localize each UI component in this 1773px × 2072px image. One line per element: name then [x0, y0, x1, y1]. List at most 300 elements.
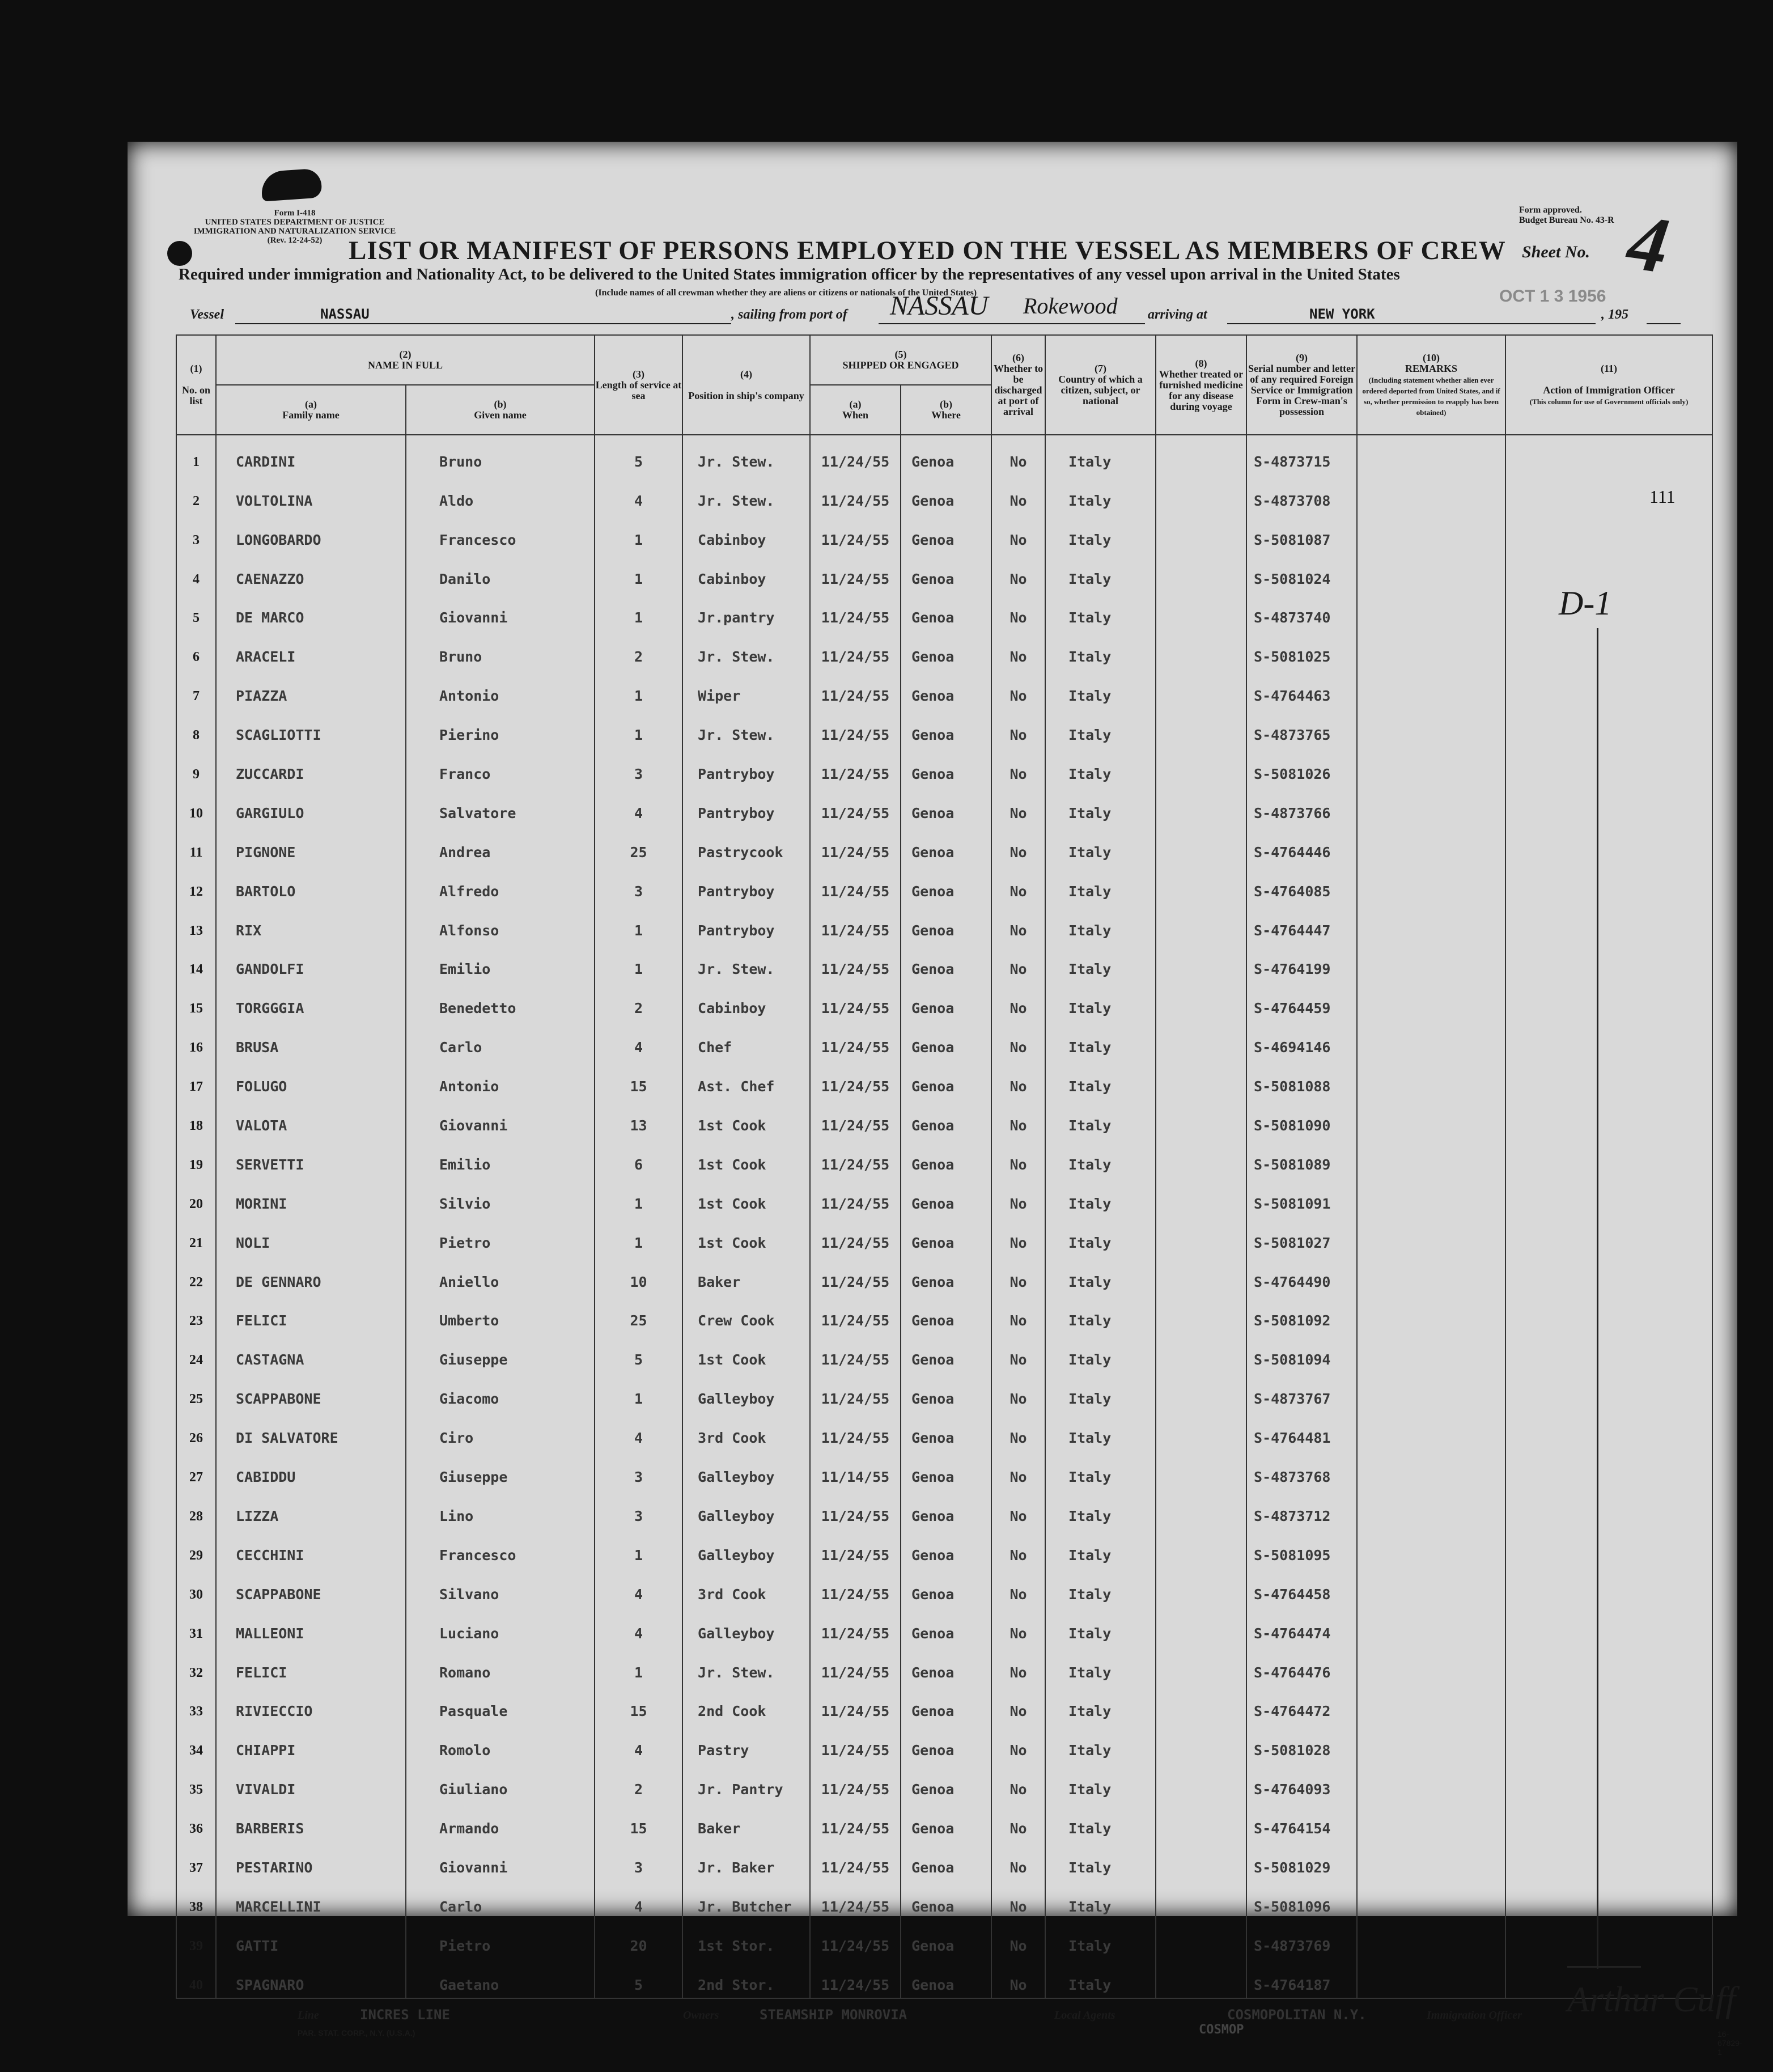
table-row	[176, 904, 1712, 943]
cell-country: Italy	[1045, 1295, 1156, 1334]
cell-country: Italy	[1045, 670, 1156, 709]
cell-remarks	[1357, 1607, 1505, 1646]
cell-position: Ast. Chef	[682, 1060, 810, 1099]
table-row	[176, 630, 1712, 670]
form-approved: Form approved.	[1519, 205, 1582, 215]
cell-shipped-when: 11/24/55	[810, 1372, 901, 1412]
cell-medicine	[1156, 1920, 1246, 1959]
table-row	[176, 1802, 1712, 1841]
cell-discharged: No	[991, 1295, 1045, 1334]
cell-country: Italy	[1045, 826, 1156, 865]
date-stamp: OCT 1 3 1956	[1499, 287, 1606, 306]
cell-country: Italy	[1045, 865, 1156, 904]
col-position-header: (4) Position in ship's company	[682, 335, 810, 435]
col-shipped-header: (5) SHIPPED OR ENGAGED	[810, 335, 991, 385]
col-serial-header: (9) Serial number and letter of any required Foreign Service or Immigration Form in Crew-man's possession	[1246, 335, 1357, 435]
cell-medicine	[1156, 1685, 1246, 1724]
cell-serial-number: S-4873769	[1246, 1920, 1357, 1959]
cell-discharged: No	[991, 943, 1045, 982]
cell-row-number: 16	[176, 1021, 216, 1060]
cell-discharged: No	[991, 1177, 1045, 1217]
cell-row-number: 10	[176, 787, 216, 826]
cell-shipped-when: 11/24/55	[810, 1295, 901, 1334]
cell-medicine	[1156, 1333, 1246, 1372]
cell-service-length: 1	[595, 553, 682, 592]
cell-given-name: Carlo	[406, 1021, 595, 1060]
cell-row-number: 30	[176, 1568, 216, 1607]
cell-discharged: No	[991, 1372, 1045, 1412]
cell-action	[1505, 630, 1712, 670]
port-name: NASSAU	[890, 291, 989, 321]
cell-service-length: 15	[595, 1802, 682, 1841]
cell-shipped-when: 11/24/55	[810, 1880, 901, 1920]
cell-remarks	[1357, 1841, 1505, 1880]
cell-medicine	[1156, 1568, 1246, 1607]
cell-row-number: 22	[176, 1256, 216, 1295]
cell-discharged: No	[991, 1920, 1045, 1959]
cell-service-length: 3	[595, 1451, 682, 1490]
cell-serial-number: S-4764481	[1246, 1412, 1357, 1451]
cell-family-name: CAENAZZO	[216, 553, 406, 592]
table-row	[176, 1763, 1712, 1802]
cell-remarks	[1357, 1880, 1505, 1920]
cell-action	[1505, 1880, 1712, 1920]
cell-remarks	[1357, 943, 1505, 982]
cell-discharged: No	[991, 865, 1045, 904]
cell-row-number: 24	[176, 1333, 216, 1372]
cell-given-name: Antonio	[406, 1060, 595, 1099]
cell-remarks	[1357, 630, 1505, 670]
cell-serial-number: S-4764199	[1246, 943, 1357, 982]
cell-country: Italy	[1045, 1724, 1156, 1763]
cell-shipped-when: 11/24/55	[810, 1021, 901, 1060]
cell-country: Italy	[1045, 1412, 1156, 1451]
cell-action	[1505, 1685, 1712, 1724]
cell-action	[1505, 1217, 1712, 1256]
cell-position: Jr. Stew.	[682, 630, 810, 670]
cell-row-number: 6	[176, 630, 216, 670]
cell-position: 2nd Cook	[682, 1685, 810, 1724]
cell-action	[1505, 670, 1712, 709]
cell-remarks	[1357, 904, 1505, 943]
cell-action	[1505, 1372, 1712, 1412]
cell-action	[1505, 1138, 1712, 1177]
cell-given-name: Emilio	[406, 1138, 595, 1177]
cell-row-number: 37	[176, 1841, 216, 1880]
cell-action	[1505, 1333, 1712, 1372]
sailing-label: , sailing from port of	[731, 307, 847, 322]
cell-given-name: Armando	[406, 1802, 595, 1841]
cell-serial-number: S-5081095	[1246, 1529, 1357, 1568]
cell-row-number: 40	[176, 1959, 216, 1998]
cell-medicine	[1156, 1099, 1246, 1138]
cell-position: 1st Cook	[682, 1177, 810, 1217]
cell-medicine	[1156, 865, 1246, 904]
cell-serial-number: S-5081029	[1246, 1841, 1357, 1880]
col-given-header: (b) Given name	[406, 385, 595, 435]
cell-medicine	[1156, 670, 1246, 709]
cell-discharged: No	[991, 514, 1045, 553]
cell-row-number: 13	[176, 904, 216, 943]
cell-family-name: FELICI	[216, 1646, 406, 1685]
cell-position: Pastry	[682, 1724, 810, 1763]
cell-row-number: 15	[176, 982, 216, 1021]
cell-country: Italy	[1045, 748, 1156, 787]
cell-medicine	[1156, 1138, 1246, 1177]
cell-action	[1505, 1021, 1712, 1060]
cell-remarks	[1357, 592, 1505, 631]
cell-serial-number: S-5081094	[1246, 1333, 1357, 1372]
cell-medicine	[1156, 709, 1246, 748]
cell-position: Galleyboy	[682, 1372, 810, 1412]
cell-position: Cabinboy	[682, 514, 810, 553]
cell-serial-number: S-4764458	[1246, 1568, 1357, 1607]
cell-position: Jr. Stew.	[682, 474, 810, 514]
cell-remarks	[1357, 982, 1505, 1021]
line-label: Line	[298, 2009, 319, 2022]
cell-remarks	[1357, 1295, 1505, 1334]
table-row	[176, 553, 1712, 592]
cell-family-name: SERVETTI	[216, 1138, 406, 1177]
cell-medicine	[1156, 1880, 1246, 1920]
cell-remarks	[1357, 1959, 1505, 1998]
cell-given-name: Giovanni	[406, 1099, 595, 1138]
cell-row-number: 32	[176, 1646, 216, 1685]
cell-discharged: No	[991, 1217, 1045, 1256]
cell-remarks	[1357, 670, 1505, 709]
cell-discharged: No	[991, 1724, 1045, 1763]
cell-given-name: Giuliano	[406, 1763, 595, 1802]
cell-given-name: Pietro	[406, 1217, 595, 1256]
table-row	[176, 1607, 1712, 1646]
cell-service-length: 1	[595, 943, 682, 982]
cell-shipped-where: Genoa	[901, 1138, 991, 1177]
cell-service-length: 6	[595, 1138, 682, 1177]
table-row	[176, 1295, 1712, 1334]
cell-family-name: ARACELI	[216, 630, 406, 670]
cell-discharged: No	[991, 1138, 1045, 1177]
cell-country: Italy	[1045, 1217, 1156, 1256]
form-approved-block	[1519, 205, 1614, 226]
cell-action	[1505, 1177, 1712, 1217]
cell-medicine	[1156, 1959, 1246, 1998]
cell-medicine	[1156, 904, 1246, 943]
cell-shipped-where: Genoa	[901, 1060, 991, 1099]
cell-shipped-when: 11/24/55	[810, 787, 901, 826]
cell-discharged: No	[991, 904, 1045, 943]
cell-given-name: Pasquale	[406, 1685, 595, 1724]
table-row	[176, 1529, 1712, 1568]
cell-family-name: GATTI	[216, 1920, 406, 1959]
cell-position: Pantryboy	[682, 865, 810, 904]
cell-service-length: 15	[595, 1060, 682, 1099]
cell-remarks	[1357, 1490, 1505, 1529]
cell-discharged: No	[991, 1451, 1045, 1490]
cell-shipped-when: 11/24/55	[810, 1802, 901, 1841]
crew-table	[176, 334, 1713, 1999]
cell-action	[1505, 787, 1712, 826]
cell-remarks	[1357, 435, 1505, 474]
cell-given-name: Bruno	[406, 630, 595, 670]
cell-shipped-where: Genoa	[901, 630, 991, 670]
cell-discharged: No	[991, 1529, 1045, 1568]
table-row	[176, 1099, 1712, 1138]
cell-serial-number: S-5081088	[1246, 1060, 1357, 1099]
cell-medicine	[1156, 1841, 1246, 1880]
table-row	[176, 1256, 1712, 1295]
cell-row-number: 31	[176, 1607, 216, 1646]
cell-row-number: 34	[176, 1724, 216, 1763]
cell-medicine	[1156, 1607, 1246, 1646]
cell-shipped-when: 11/24/55	[810, 1763, 901, 1802]
cell-given-name: Franco	[406, 748, 595, 787]
cell-shipped-when: 11/24/55	[810, 1529, 901, 1568]
cell-family-name: BRUSA	[216, 1021, 406, 1060]
cell-position: 1st Cook	[682, 1333, 810, 1372]
table-row	[176, 1920, 1712, 1959]
cell-country: Italy	[1045, 1099, 1156, 1138]
cell-remarks	[1357, 1763, 1505, 1802]
agents-label: Local Agents	[1054, 2009, 1115, 2022]
cell-medicine	[1156, 592, 1246, 631]
cell-action	[1505, 1256, 1712, 1295]
cell-shipped-when: 11/24/55	[810, 826, 901, 865]
cell-shipped-where: Genoa	[901, 1372, 991, 1412]
cell-serial-number: S-5081025	[1246, 630, 1357, 670]
cell-shipped-where: Genoa	[901, 787, 991, 826]
cell-medicine	[1156, 553, 1246, 592]
cell-given-name: Aldo	[406, 474, 595, 514]
cell-family-name: DE MARCO	[216, 592, 406, 631]
cell-shipped-where: Genoa	[901, 1490, 991, 1529]
cell-position: Jr. Butcher	[682, 1880, 810, 1920]
cell-serial-number: S-4764154	[1246, 1802, 1357, 1841]
cell-position: 3rd Cook	[682, 1568, 810, 1607]
cell-action	[1505, 1451, 1712, 1490]
table-row	[176, 1568, 1712, 1607]
cell-country: Italy	[1045, 514, 1156, 553]
col-name-header: (2) NAME IN FULL	[216, 335, 595, 385]
cell-shipped-when: 11/24/55	[810, 748, 901, 787]
cell-given-name: Giovanni	[406, 1841, 595, 1880]
cell-serial-number: S-4873767	[1246, 1372, 1357, 1412]
cell-given-name: Emilio	[406, 943, 595, 982]
col-where-header: (b) Where	[901, 385, 991, 435]
cell-position: Galleyboy	[682, 1451, 810, 1490]
cell-shipped-when: 11/24/55	[810, 1724, 901, 1763]
table-row	[176, 982, 1712, 1021]
cell-action	[1505, 1060, 1712, 1099]
cell-row-number: 29	[176, 1529, 216, 1568]
col-remarks-header: (10) REMARKS (Including statement whether alien ever ordered deported from United States, and if so, whether permission to reapply has been obtained)	[1357, 335, 1505, 435]
cell-discharged: No	[991, 435, 1045, 474]
cell-remarks	[1357, 1060, 1505, 1099]
cell-serial-number: S-5081027	[1246, 1217, 1357, 1256]
cell-given-name: Lino	[406, 1490, 595, 1529]
cell-action	[1505, 1490, 1712, 1529]
cell-serial-number: S-4764490	[1246, 1256, 1357, 1295]
cell-country: Italy	[1045, 1920, 1156, 1959]
cell-service-length: 1	[595, 1646, 682, 1685]
cell-shipped-when: 11/24/55	[810, 1177, 901, 1217]
cell-shipped-when: 11/24/55	[810, 1099, 901, 1138]
col-length-header: (3) Length of service at sea	[595, 335, 682, 435]
cell-remarks	[1357, 553, 1505, 592]
table-row	[176, 1372, 1712, 1412]
cell-shipped-when: 11/24/55	[810, 670, 901, 709]
cell-position: Crew Cook	[682, 1295, 810, 1334]
cell-medicine	[1156, 1295, 1246, 1334]
cell-position: Baker	[682, 1256, 810, 1295]
cell-family-name: VOLTOLINA	[216, 474, 406, 514]
cell-serial-number: S-4764474	[1246, 1607, 1357, 1646]
cell-medicine	[1156, 1724, 1246, 1763]
arriving-label: arriving at	[1148, 307, 1207, 322]
cell-shipped-when: 11/24/55	[810, 865, 901, 904]
department: UNITED STATES DEPARTMENT OF JUSTICE	[205, 218, 385, 227]
manifest-sheet	[128, 142, 1742, 2057]
cell-position: Jr. Baker	[682, 1841, 810, 1880]
cell-given-name: Aniello	[406, 1256, 595, 1295]
form-number: Form I-418	[274, 209, 316, 218]
cell-action	[1505, 904, 1712, 943]
table-row	[176, 1959, 1712, 1998]
cell-position: Wiper	[682, 670, 810, 709]
col-family-header: (a) Family name	[216, 385, 406, 435]
table-row	[176, 1021, 1712, 1060]
cell-country: Italy	[1045, 1685, 1156, 1724]
cell-discharged: No	[991, 748, 1045, 787]
cell-shipped-when: 11/24/55	[810, 943, 901, 982]
cell-remarks	[1357, 787, 1505, 826]
cell-row-number: 17	[176, 1060, 216, 1099]
cell-discharged: No	[991, 1412, 1045, 1451]
cell-country: Italy	[1045, 1138, 1156, 1177]
cell-country: Italy	[1045, 474, 1156, 514]
cell-service-length: 1	[595, 514, 682, 553]
cell-remarks	[1357, 1802, 1505, 1841]
cell-remarks	[1357, 1724, 1505, 1763]
agents-extra: COSMOP	[1199, 2023, 1244, 2037]
cell-action	[1505, 1529, 1712, 1568]
cell-service-length: 4	[595, 1607, 682, 1646]
cell-serial-number: S-5081090	[1246, 1099, 1357, 1138]
cell-position: Cabinboy	[682, 553, 810, 592]
cell-discharged: No	[991, 787, 1045, 826]
col-medicine-header: (8) Whether treated or furnished medicine for any disease during voyage	[1156, 335, 1246, 435]
cell-family-name: RIVIECCIO	[216, 1685, 406, 1724]
cell-medicine	[1156, 1763, 1246, 1802]
cell-family-name: PESTARINO	[216, 1841, 406, 1880]
cell-medicine	[1156, 982, 1246, 1021]
margin-number: 111	[1649, 486, 1676, 507]
form-code: 16-67829-1	[1717, 2029, 1742, 2057]
cell-given-name: Antonio	[406, 670, 595, 709]
cell-shipped-when: 11/24/55	[810, 1685, 901, 1724]
cell-position: Jr. Stew.	[682, 943, 810, 982]
cell-service-length: 1	[595, 904, 682, 943]
cell-remarks	[1357, 748, 1505, 787]
cell-family-name: FOLUGO	[216, 1060, 406, 1099]
cell-country: Italy	[1045, 435, 1156, 474]
cell-serial-number: S-4764463	[1246, 670, 1357, 709]
cell-remarks	[1357, 474, 1505, 514]
cell-medicine	[1156, 1451, 1246, 1490]
cell-family-name: GANDOLFI	[216, 943, 406, 982]
cell-given-name: Silvano	[406, 1568, 595, 1607]
cell-medicine	[1156, 826, 1246, 865]
cell-shipped-where: Genoa	[901, 1920, 991, 1959]
cell-action	[1505, 1802, 1712, 1841]
cell-family-name: BARTOLO	[216, 865, 406, 904]
table-row	[176, 670, 1712, 709]
cell-serial-number: S-4764085	[1246, 865, 1357, 904]
cell-medicine	[1156, 943, 1246, 982]
cell-shipped-where: Genoa	[901, 1451, 991, 1490]
col-no-header: (1) No. on list	[176, 335, 216, 435]
cell-row-number: 20	[176, 1177, 216, 1217]
cell-serial-number: S-5081091	[1246, 1177, 1357, 1217]
cell-shipped-where: Genoa	[901, 592, 991, 631]
cell-service-length: 15	[595, 1685, 682, 1724]
cell-country: Italy	[1045, 630, 1156, 670]
cell-medicine	[1156, 435, 1246, 474]
owners-label: Owners	[683, 2009, 719, 2022]
cell-service-length: 2	[595, 982, 682, 1021]
cell-medicine	[1156, 1256, 1246, 1295]
table-row	[176, 1685, 1712, 1724]
cell-discharged: No	[991, 1256, 1045, 1295]
cell-shipped-where: Genoa	[901, 1333, 991, 1372]
cell-given-name: Umberto	[406, 1295, 595, 1334]
cell-position: 1st Cook	[682, 1138, 810, 1177]
cell-discharged: No	[991, 1959, 1045, 1998]
cell-given-name: Giuseppe	[406, 1333, 595, 1372]
cell-position: Cabinboy	[682, 982, 810, 1021]
cell-medicine	[1156, 1529, 1246, 1568]
arriving-port: NEW YORK	[1309, 306, 1375, 322]
cell-shipped-where: Genoa	[901, 553, 991, 592]
cell-shipped-when: 11/24/55	[810, 904, 901, 943]
cell-remarks	[1357, 1920, 1505, 1959]
action-mark: D-1	[1559, 584, 1612, 622]
table-row	[176, 1451, 1712, 1490]
cell-medicine	[1156, 1646, 1246, 1685]
cell-family-name: CHIAPPI	[216, 1724, 406, 1763]
cell-service-length: 4	[595, 474, 682, 514]
cell-shipped-when: 11/24/55	[810, 982, 901, 1021]
cell-country: Italy	[1045, 1880, 1156, 1920]
cell-shipped-when: 11/24/55	[810, 709, 901, 748]
cell-shipped-where: Genoa	[901, 1568, 991, 1607]
cell-medicine	[1156, 1412, 1246, 1451]
cell-row-number: 28	[176, 1490, 216, 1529]
table-row	[176, 1333, 1712, 1372]
cell-service-length: 3	[595, 865, 682, 904]
col-discharged-header: (6) Whether to be discharged at port of arrival	[991, 335, 1045, 435]
cell-shipped-when: 11/24/55	[810, 1959, 901, 1998]
cell-given-name: Ciro	[406, 1412, 595, 1451]
cell-country: Italy	[1045, 1021, 1156, 1060]
cell-position: Galleyboy	[682, 1607, 810, 1646]
cell-position: Pantryboy	[682, 904, 810, 943]
col-when-header: (a) When	[810, 385, 901, 435]
cell-position: Jr. Stew.	[682, 1646, 810, 1685]
cell-shipped-when: 11/24/55	[810, 1490, 901, 1529]
cell-given-name: Giovanni	[406, 592, 595, 631]
cell-row-number: 12	[176, 865, 216, 904]
cell-family-name: MARCELLINI	[216, 1880, 406, 1920]
